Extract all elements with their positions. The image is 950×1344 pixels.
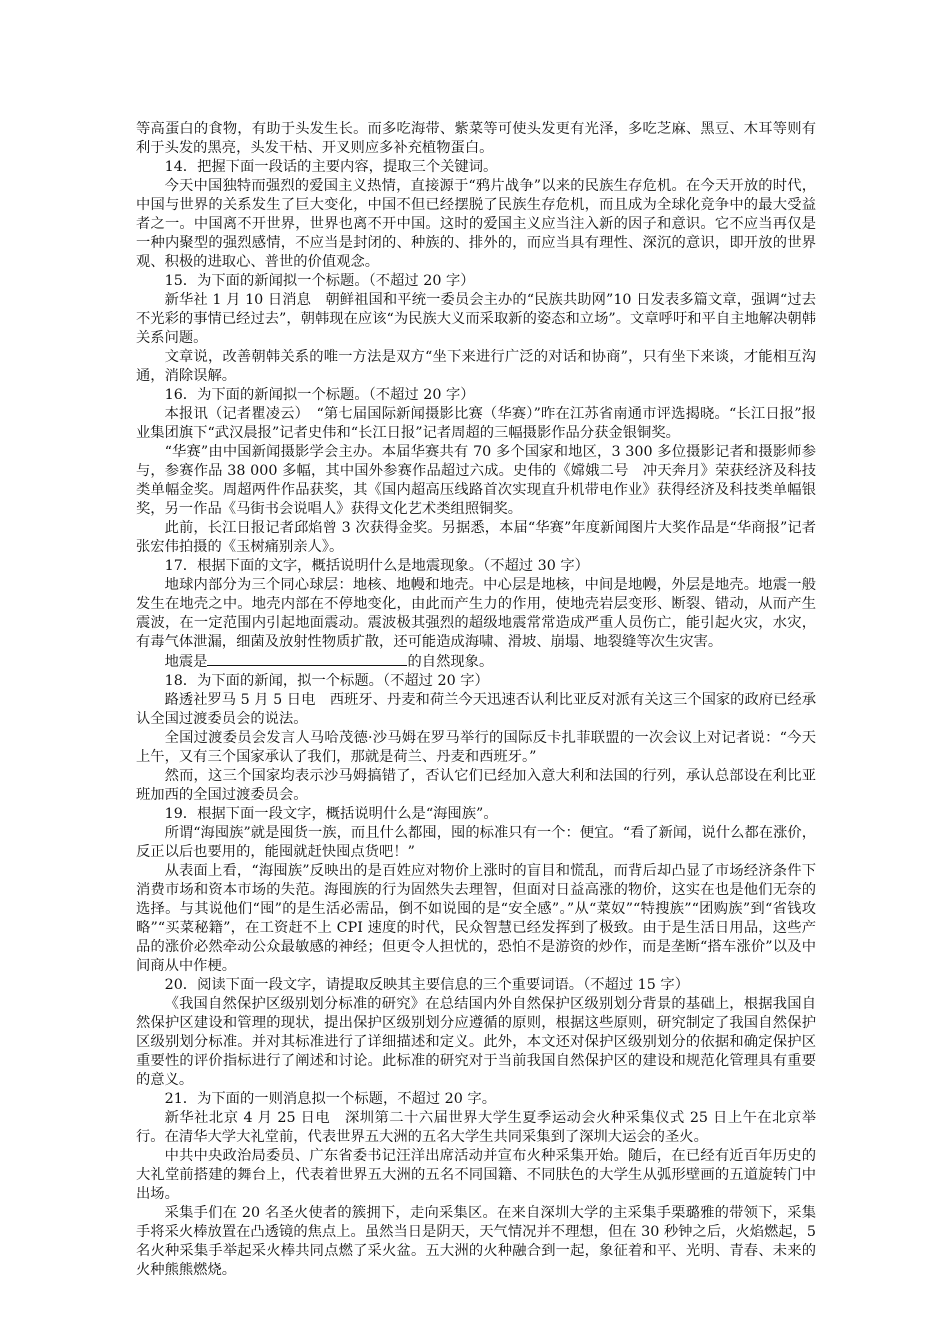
- paragraph: 全国过渡委员会发言人马哈茂德·沙马姆在罗马举行的国际反卡扎菲联盟的一次会议上对记者说：“今天上午，又有三个国家承认了我们，那就是荷兰、丹麦和西班牙。”: [136, 730, 816, 765]
- question-17: 17．根据下面的文字，概括说明什么是地震现象。（不超过 30 字）: [164, 558, 589, 574]
- paragraph: 等高蛋白的食物，有助于头发生长。而多吃海带、紫菜等可使头发更有光泽，多吃芝麻、黑豆、木耳等则有利于头发的黑亮，头发干枯、开叉则应多补充植物蛋白。: [136, 121, 816, 156]
- paragraph: 然而，这三个国家均表示沙马姆搞错了，否认它们已经加入意大利和法国的行列，承认总部设在利比亚班加西的全国过渡委员会。: [136, 768, 816, 803]
- paragraph: 路透社罗马 5 月 5 日电 西班牙、丹麦和荷兰今天迅速否认利比亚反对派有关这三个国家的政府已经承认全国过渡委员会的说法。: [136, 692, 816, 727]
- paragraph: “华赛”由中国新闻摄影学会主办。本届华赛共有 70 多个国家和地区，3 300 多位摄影记者和摄影师参与，参赛作品 38 000 多幅，其中国外参赛作品超过六成。史伟的《嫦娥二号 冲天奔月》荣获经济及科技类单幅金奖。周超两件作品获奖，其《国内超高压线路首次实现直升机带电作业》获得经济及科技类单幅银奖，另一作品《马街书会说唱人》获得文化艺术类组照铜奖。: [136, 444, 816, 517]
- paragraph: 今天中国独特而强烈的爱国主义热情，直接源于“鸦片战争”以来的民族生存危机。在今天开放的时代，中国与世界的关系发生了巨大变化，中国不但已经摆脱了民族生存危机，而且成为全球化竞争中的最大受益者之一。中国离不开世界，世界也离不开中国。这时的爱国主义应当注入新的因子和意识。它不应当再仅是一种内聚型的强烈感情，不应当是封闭的、种族的、排外的，而应当具有理性、深沉的意识，即开放的世界观、积极的进取心、普世的价值观念。: [136, 178, 816, 270]
- paragraph: 采集手们在 20 名圣火使者的簇拥下，走向采集区。在来自深圳大学的主采集手栗璐雅的带领下，采集手将采火棒放置在凸透镜的焦点上。虽然当日是阴天，天气情况并不理想，但在 30 秒钟之后，火焰燃起，5 名火种采集手举起采火棒共同点燃了采火盆。五大洲的火种融合到一起，象征着和平、光明、青春、未来的火种熊熊燃烧。: [136, 1205, 816, 1278]
- paragraph: 新华社 1 月 10 日消息 朝鲜祖国和平统一委员会主办的“民族共助网”10 日发表多篇文章，强调“过去不光彩的事情已经过去”，朝韩现在应该“为民族大义而采取新的姿态和立场”。文章呼吁和平自主地解决朝韩关系问题。: [136, 292, 816, 346]
- question-14: 14．把握下面一段话的主要内容，提取三个关键词。: [164, 159, 498, 175]
- fill-suffix: 的自然现象。: [407, 654, 494, 670]
- paragraph: 所谓“海囤族”就是囤货一族，而且什么都囤，囤的标准只有一个：便宜。“看了新闻，说什么都在涨价，反正以后也要用的，能囤就赶快囤点货吧！”: [136, 825, 816, 860]
- question-21: 21．为下面的一则消息拟一个标题，不超过 20 字。: [164, 1091, 497, 1107]
- question-16: 16．为下面的新闻拟一个标题。（不超过 20 字）: [164, 387, 475, 403]
- paragraph: 《我国自然保护区级别划分标准的研究》在总结国内外自然保护区级别划分背景的基础上，根据我国自然保护区建设和管理的现状，提出保护区级别划分应遵循的原则，根据这些原则，研究制定了我国自然保护区级别划分标准。并对其标准进行了详细描述和定义。此外，本文还对保护区级别划分的依据和确定保护区重要性的评价指标进行了阐述和讨论。此标准的研究对于当前我国自然保护区的建设和规范化管理具有重要的意义。: [136, 996, 816, 1088]
- answer-blank: [207, 652, 407, 666]
- paragraph: 从表面上看，“海囤族”反映出的是百姓应对物价上涨时的盲目和慌乱，而背后却凸显了市场经济条件下消费市场和资本市场的失范。海囤族的行为固然失去理智，但面对日益高涨的物价，这实在也是他们无奈的选择。与其说他们“囤”的是生活必需品，倒不如说囤的是“安全感”。”从“菜奴”“特搜族”“团购族”到“省钱攻略”“买菜秘籍”，在工资赶不上 CPI 速度的时代，民众智慧已经发挥到了极致。由于是生活日用品，这些产品的涨价必然牵动公众最敏感的神经；但更令人担忧的，恐怕不是游资的炒作，而是垄断“搭车涨价”以及中间商从中作梗。: [136, 863, 816, 974]
- paragraph: 本报讯（记者瞿凌云） “第七届国际新闻摄影比赛（华赛）”昨在江苏省南通市评选揭晓。“长江日报”报业集团旗下“武汉晨报”记者史伟和“长江日报”记者周超的三幅摄影作品分获金银铜奖。: [136, 406, 816, 441]
- document-page: [136, 120, 816, 1280]
- paragraph: 文章说，改善朝韩关系的唯一方法是双方“坐下来进行广泛的对话和协商”，只有坐下来谈，才能相互沟通，消除误解。: [136, 349, 816, 384]
- question-20: 20．阅读下面一段文字，请提取反映其主要信息的三个重要词语。（不超过 15 字）: [164, 977, 690, 993]
- fill-in-line: [136, 652, 816, 672]
- question-15: 15．为下面的新闻拟一个标题。（不超过 20 字）: [164, 273, 475, 289]
- paragraph: 地球内部分为三个同心球层：地核、地幔和地壳。中心层是地核，中间是地幔，外层是地壳。地震一般发生在地壳之中。地壳内部在不停地变化，由此而产生力的作用，使地壳岩层变形、断裂、错动，从而产生震波，在一定范围内引起地面震动。震波极其强烈的超级地震常常造成严重人员伤亡，能引起火灾，水灾，有毒气体泄漏，细菌及放射性物质扩散，还可能造成海啸、滑坡、崩塌、地裂缝等次生灾害。: [136, 577, 816, 650]
- question-18: 18．为下面的新闻，拟一个标题。（不超过 20 字）: [164, 673, 489, 689]
- fill-prefix: 地震是: [164, 654, 208, 670]
- paragraph: 新华社北京 4 月 25 日电 深圳第二十六届世界大学生夏季运动会火种采集仪式 25 日上午在北京举行。在清华大学大礼堂前，代表世界五大洲的五名大学生共同采集到了深圳大运会的圣火。: [136, 1110, 816, 1145]
- question-19: 19．根据下面一段文字，概括说明什么是“海囤族”。: [164, 806, 498, 822]
- paragraph: 中共中央政治局委员、广东省委书记汪洋出席活动并宣布火种采集开始。随后，在已经有近百年历史的大礼堂前搭建的舞台上，代表着世界五大洲的五名不同国籍、不同肤色的大学生从弧形壁画的五道旋转门中出场。: [136, 1148, 816, 1202]
- paragraph: 此前，长江日报记者邱焰曾 3 次获得金奖。另据悉，本届“华赛”年度新闻图片大奖作品是“华商报”记者张宏伟拍摄的《玉树痛别亲人》。: [136, 520, 816, 555]
